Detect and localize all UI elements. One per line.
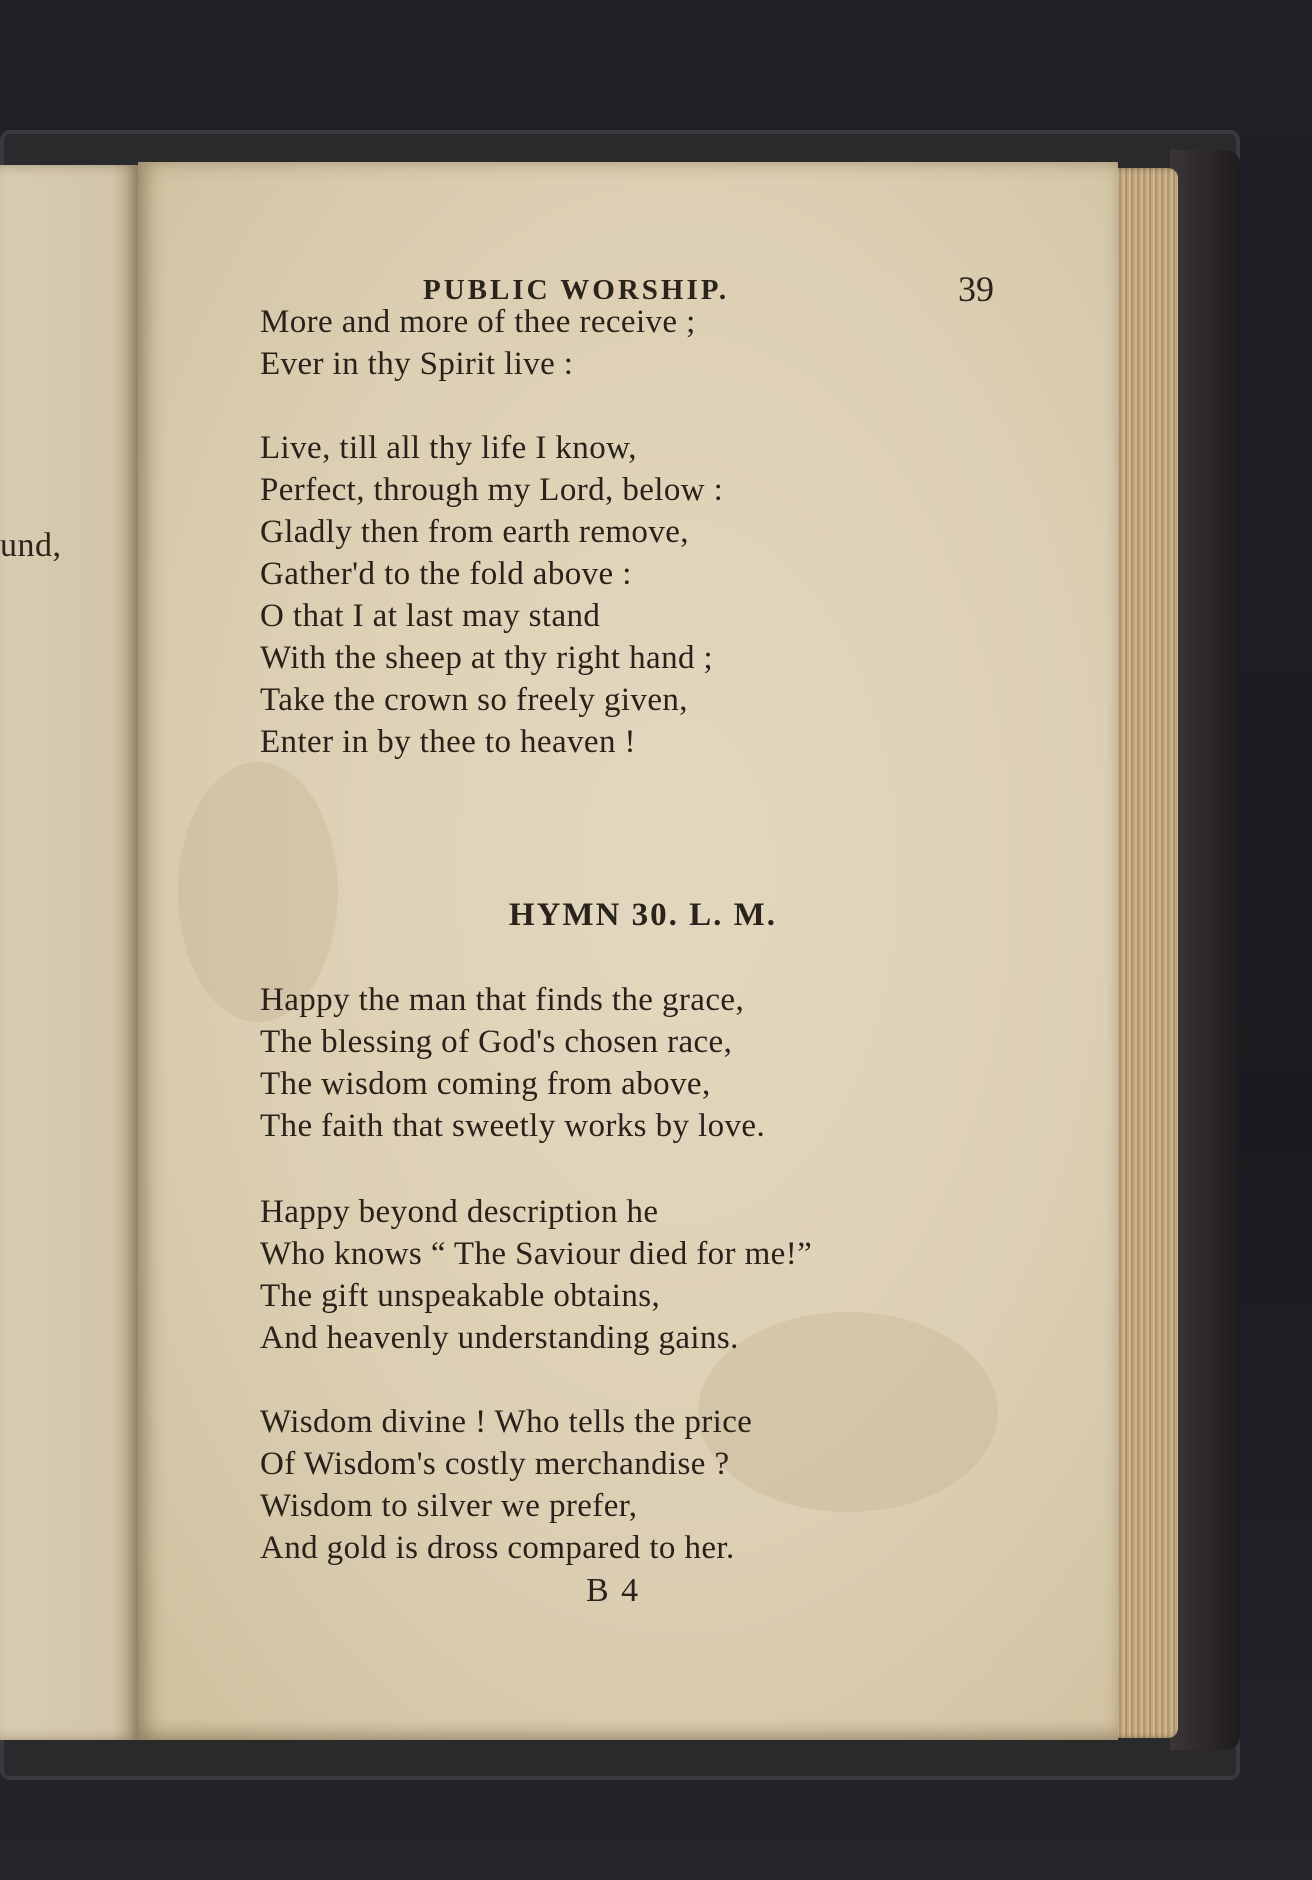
hymn-heading: HYMN 30. L. M. [508,897,778,933]
verse-line: Enter in by thee to heaven ! [260,724,636,760]
page-edges [1110,168,1178,1738]
verse-line: More and more of thee receive ; [260,304,696,340]
verse-line: Wisdom divine ! Who tells the price [260,1404,753,1440]
verse-line: Of Wisdom's costly merchandise ? [260,1446,730,1482]
verse-line: Ever in thy Spirit live : [260,346,574,382]
verse-line: And heavenly understanding gains. [260,1320,739,1356]
page-number: 39 [958,269,994,309]
signature-mark: B 4 [586,1572,641,1609]
verse-line: Gather'd to the fold above : [260,556,632,592]
verse-line: The blessing of God's chosen race, [260,1024,733,1060]
verse-line: The wisdom coming from above, [260,1066,711,1102]
verse-line: Wisdom to silver we prefer, [260,1488,638,1524]
verse-line: Gladly then from earth remove, [260,514,689,550]
verse-line: The faith that sweetly works by love. [260,1108,766,1144]
verse-line: O that I at last may stand [260,598,601,634]
verse-line: Live, till all thy life I know, [260,430,637,466]
book-spine [1170,150,1240,1750]
right-page [138,162,1118,1740]
verse-line: And gold is dross compared to her. [260,1530,735,1566]
verse-line: Take the crown so freely given, [260,682,688,718]
verse-line: Perfect, through my Lord, below : [260,472,724,508]
running-title: PUBLIC WORSHIP. [423,274,730,306]
verse-line: Happy the man that finds the grace, [260,982,745,1018]
verse-line: The gift unspeakable obtains, [260,1278,661,1314]
verse-line: Happy beyond description he [260,1194,659,1230]
verse-line: With the sheep at thy right hand ; [260,640,714,676]
left-page [0,165,138,1740]
verse-line: Who knows “ The Saviour died for me!” [260,1236,813,1272]
left-page-text-fragment: und, [0,527,62,564]
